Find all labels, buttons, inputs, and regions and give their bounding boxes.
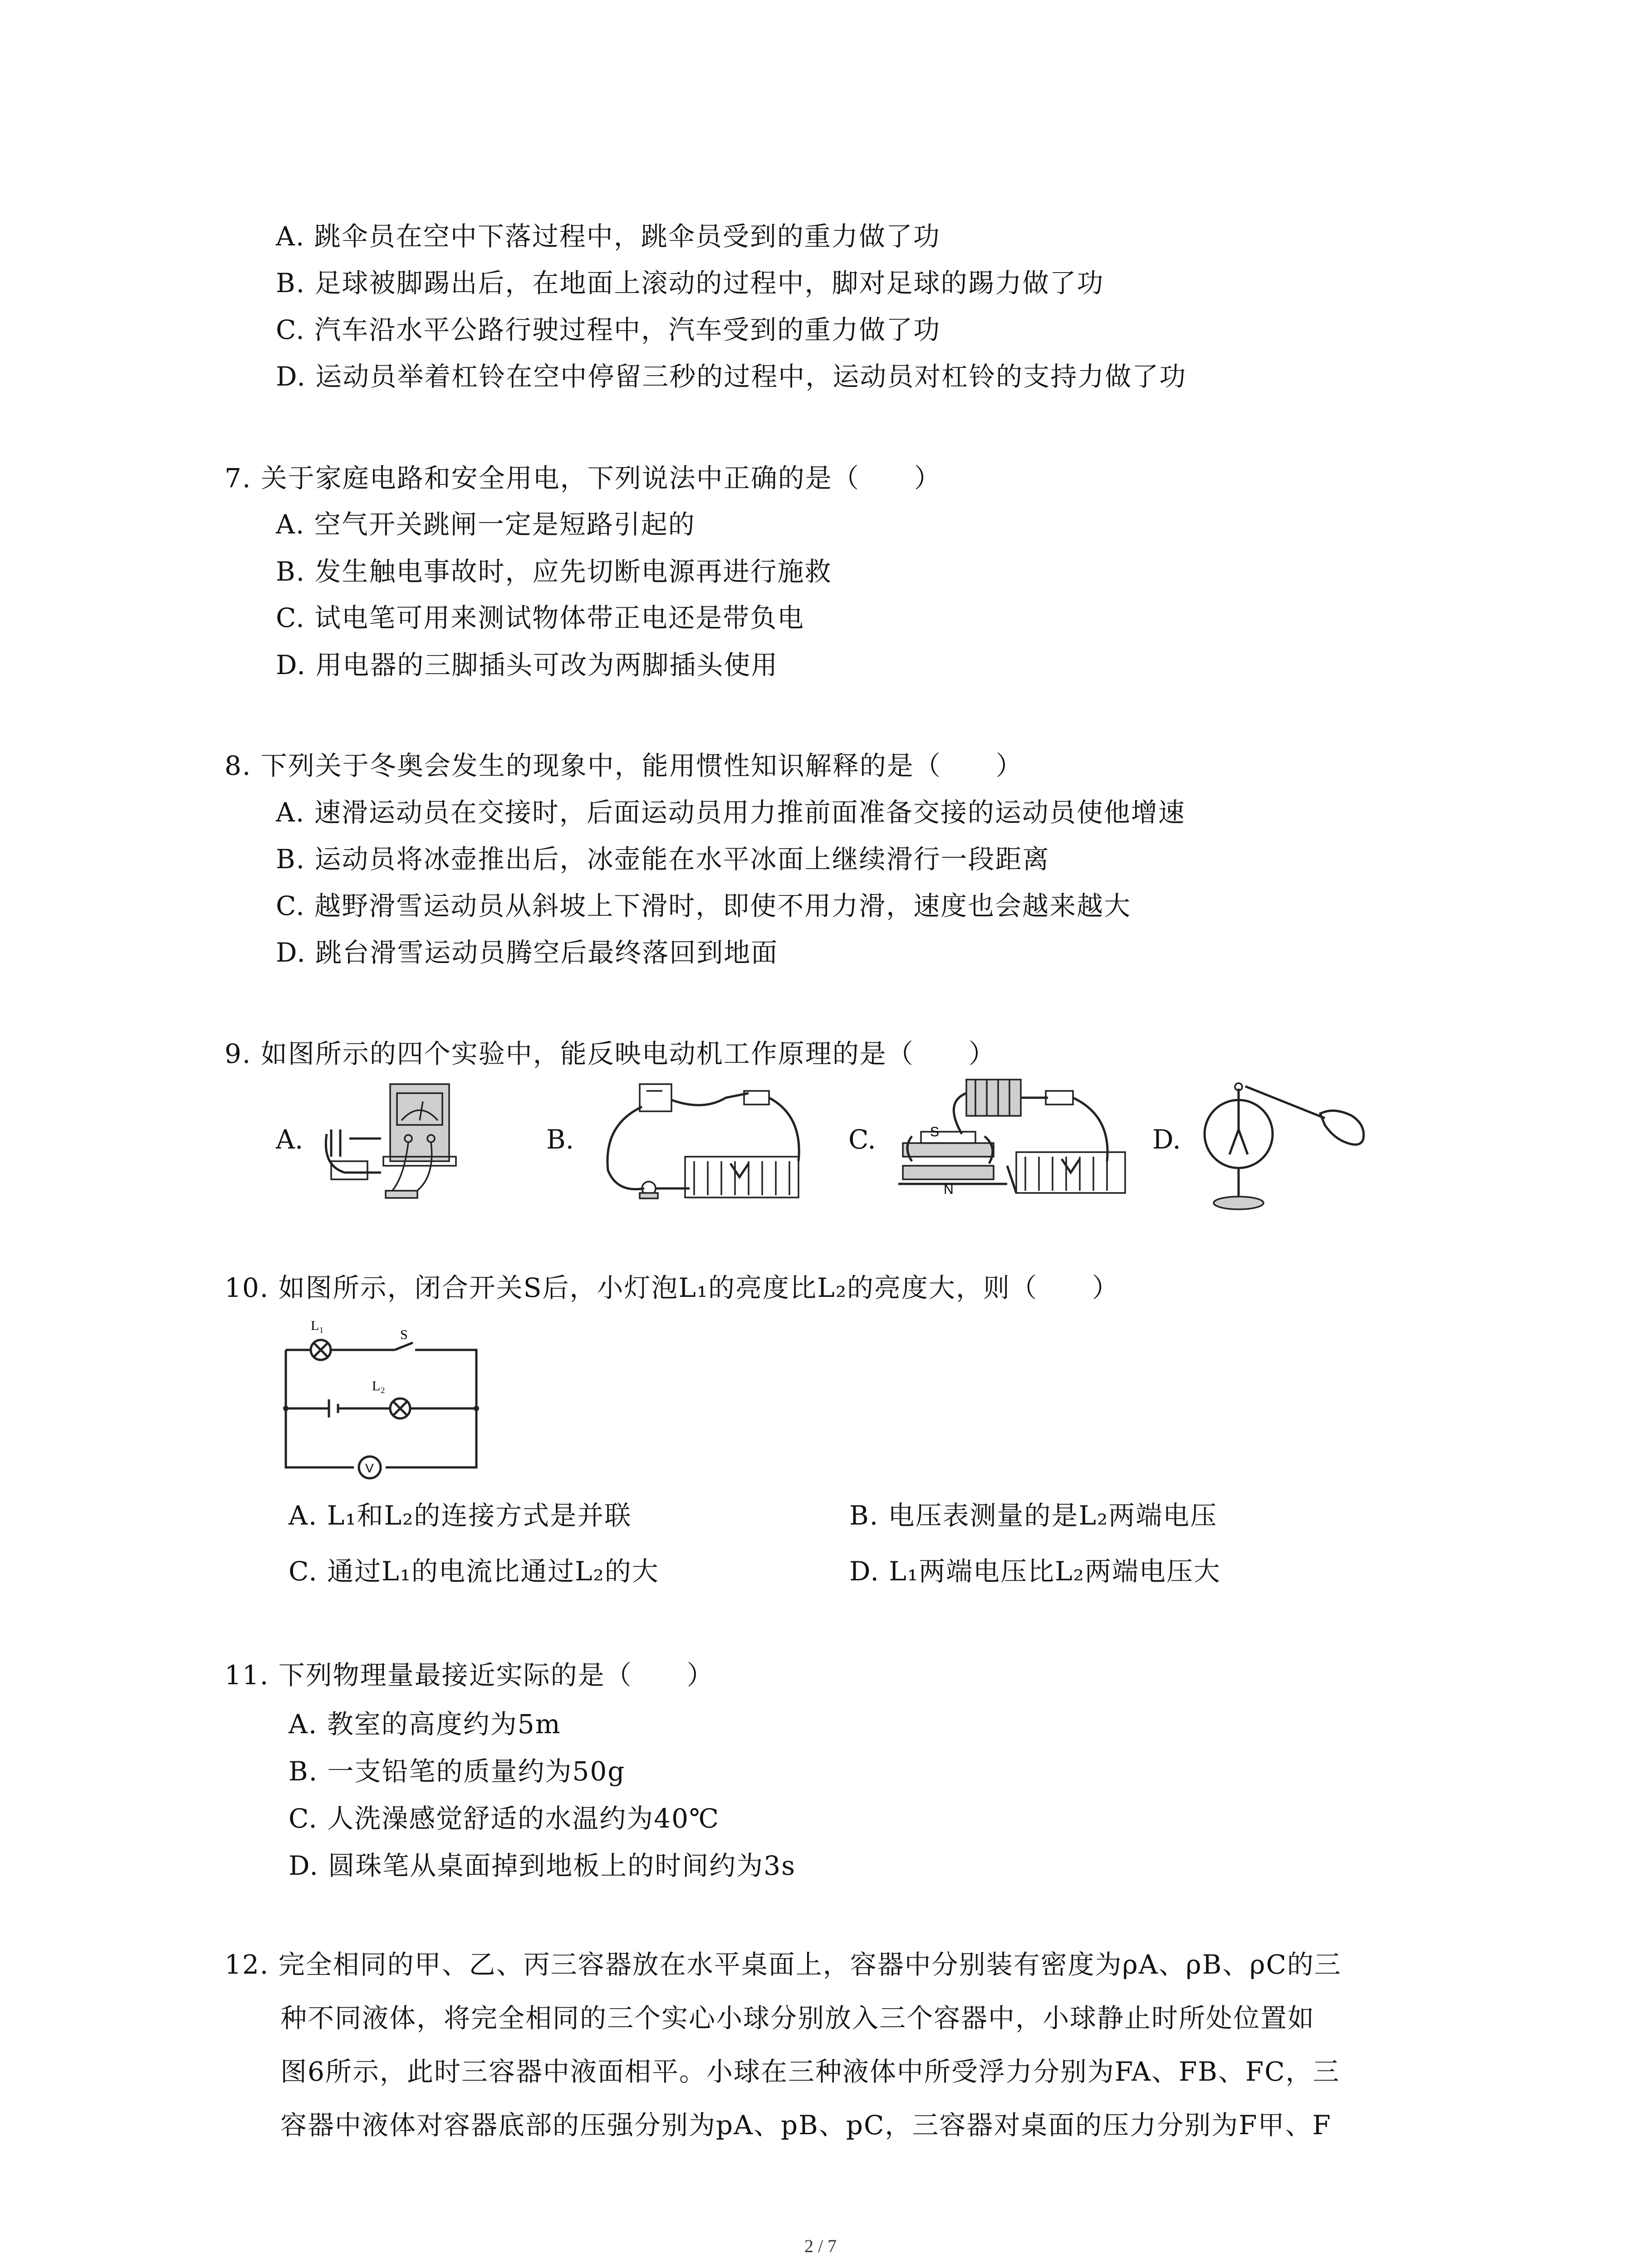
q10-option-b: B. 电压表测量的是L₂两端电压 <box>849 1500 1218 1531</box>
q10-circuit <box>286 1315 481 1483</box>
q6-option-c: C. 汽车沿水平公路行驶过程中，汽车受到的重力做了功 <box>276 314 941 345</box>
q8-option-a: A. 速滑运动员在交接时，后面运动员用力推前面准备交接的运动员使他增速 <box>276 797 1185 828</box>
q7-option-b: B. 发生触电事故时，应先切断电源再进行施救 <box>276 556 832 587</box>
q9-label-b: B. <box>546 1124 574 1155</box>
q11-option-c: C. 人洗澡感觉舒适的水温约为40℃ <box>289 1803 720 1834</box>
q11-option-a: A. 教室的高度约为5m <box>289 1709 561 1740</box>
q9-stem: 9. 如图所示的四个实验中，能反映电动机工作原理的是（ ） <box>225 1038 996 1069</box>
q11-option-d: D. 圆珠笔从桌面掉到地板上的时间约为3s <box>289 1850 796 1881</box>
q10-option-d: D. L₁两端电压比L₂两端电压大 <box>849 1556 1221 1587</box>
q7-option-c: C. 试电笔可用来测试物体带正电还是带负电 <box>276 602 805 633</box>
q12-line-1: 12. 完全相同的甲、乙、丙三容器放在水平桌面上，容器中分别装有密度为ρA、ρB、ρC的三 <box>225 1949 1342 1980</box>
q8-stem: 8. 下列关于冬奥会发生的现象中，能用惯性知识解释的是（ ） <box>225 750 1023 781</box>
q9-label-d: D. <box>1152 1124 1181 1155</box>
q10-stem: 10. 如图所示，闭合开关S后，小灯泡L₁的亮度比L₂的亮度大，则（ ） <box>225 1272 1119 1303</box>
q12-line-3: 图6所示，此时三容器中液面相平。小球在三种液体中所受浮力分别为FA、FB、FC，三 <box>280 2056 1340 2087</box>
q6-option-a: A. 跳伞员在空中下落过程中，跳伞员受到的重力做了功 <box>276 221 941 252</box>
q11-stem: 11. 下列物理量最接近实际的是（ ） <box>225 1660 714 1691</box>
q8-option-c: C. 越野滑雪运动员从斜坡上下滑时，即使不用力滑，速度也会越来越大 <box>276 890 1132 921</box>
q10-voltmeter-label: V <box>365 1461 374 1475</box>
q11-option-b: B. 一支铅笔的质量约为50g <box>289 1756 626 1787</box>
q7-option-a: A. 空气开关跳闸一定是短路引起的 <box>276 509 696 540</box>
q9-label-c: C. <box>848 1124 876 1155</box>
q12-line-4: 容器中液体对容器底部的压强分别为pA、pB、pC，三容器对桌面的压力分别为F甲、F <box>280 2110 1332 2141</box>
q9-figure-c-s-label: S <box>930 1124 940 1139</box>
q8-option-b: B. 运动员将冰壶推出后，冰壶能在水平冰面上继续滑行一段距离 <box>276 844 1050 875</box>
q8-option-d: D. 跳台滑雪运动员腾空后最终落回到地面 <box>276 937 779 968</box>
q10-l2-label: L₂ <box>372 1378 385 1393</box>
q9-figure-d <box>1189 1070 1370 1216</box>
q10-option-a: A. L₁和L₂的连接方式是并联 <box>289 1500 632 1531</box>
q7-option-d: D. 用电器的三脚插头可改为两脚插头使用 <box>276 650 779 680</box>
q9-figure-c-n-label: N <box>944 1182 954 1197</box>
q9-figure-b <box>599 1080 808 1207</box>
q9-figure-a <box>318 1075 463 1211</box>
q9-figure-c <box>894 1075 1130 1211</box>
page-number: 2 / 7 <box>804 2236 837 2256</box>
q7-stem: 7. 关于家庭电路和安全用电，下列说法中正确的是（ ） <box>225 463 941 494</box>
q6-option-b: B. 足球被脚踢出后，在地面上滚动的过程中，脚对足球的踢力做了功 <box>276 268 1104 298</box>
q9-label-a: A. <box>276 1124 304 1155</box>
q6-option-d: D. 运动员举着杠铃在空中停留三秒的过程中，运动员对杠铃的支持力做了功 <box>276 361 1187 392</box>
q10-s-label: S <box>400 1327 408 1342</box>
q12-line-2: 种不同液体，将完全相同的三个实心小球分别放入三个容器中，小球静止时所处位置如 <box>280 2003 1315 2033</box>
q10-option-c: C. 通过L₁的电流比通过L₂的大 <box>289 1556 659 1587</box>
q10-l1-label: L₁ <box>311 1318 324 1333</box>
